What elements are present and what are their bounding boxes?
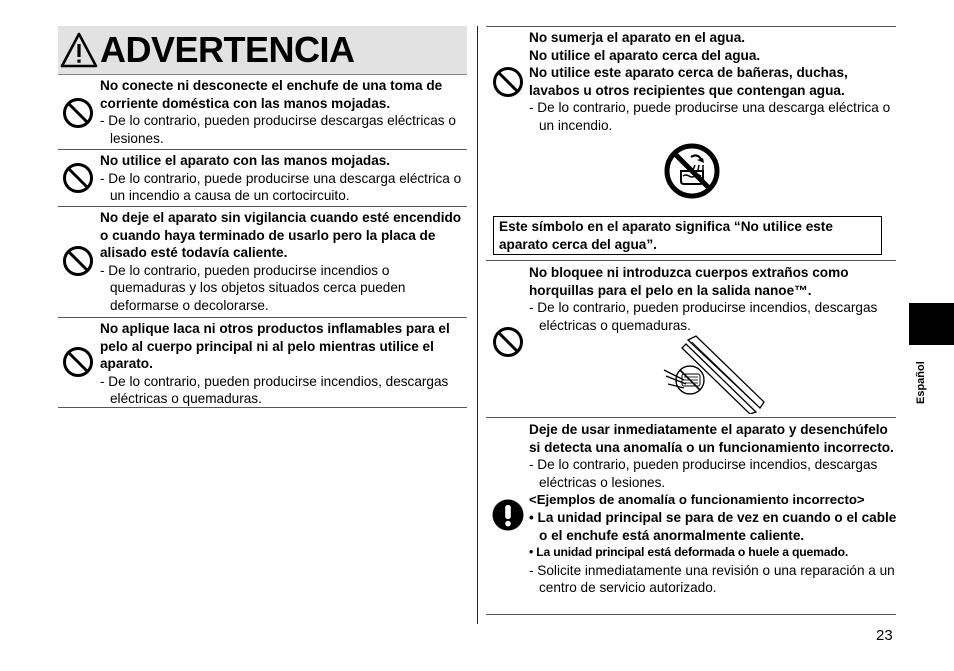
warning-consequence: - De lo contrario, pueden producirse incendios, descargas eléctricas o lesiones. (529, 457, 878, 490)
warning-item-anomaly (529, 421, 899, 597)
warning-heading: No sumerja el aparato en el agua. No utilice el aparato cerca del agua. No utilice este aparato cerca de bañeras, duchas, lavabos u otros recipientes que contengan agua. (529, 30, 848, 98)
prohibited-icon (62, 162, 94, 194)
divider (486, 614, 896, 615)
divider (58, 206, 467, 207)
page-number: 23 (876, 627, 893, 644)
language-label-text: Español (915, 361, 927, 404)
prohibited-icon (62, 346, 94, 378)
warning-item-2 (100, 152, 468, 205)
page-title: ADVERTENCIA (100, 29, 355, 70)
divider (58, 407, 467, 408)
warning-item-4 (100, 320, 468, 408)
prohibited-icon (492, 66, 524, 98)
warning-heading: No conecte ni desconecte el enchufe de una toma de corriente doméstica con las manos mojadas. (100, 78, 443, 111)
warning-heading: No aplique laca ni otros productos inflamables para el pelo al cuerpo principal ni al pelo mientras utilice el aparato. (100, 321, 450, 372)
column-divider (477, 26, 478, 624)
example-item: • La unidad principal está deformada o huele a quemado. (529, 545, 849, 560)
symbol-note-text: Este símbolo en el aparato significa “No utilice este aparato cerca del agua”. (499, 219, 833, 252)
divider (486, 26, 896, 27)
warning-item-1 (100, 77, 468, 147)
prohibited-icon (62, 97, 94, 129)
no-water-bath-icon (664, 143, 720, 199)
prohibited-icon (62, 245, 94, 277)
warning-consequence: - De lo contrario, puede producirse una descarga eléctrica o un incendio a causa de un cortocircuito. (100, 170, 462, 204)
warning-item-water (529, 29, 897, 135)
language-label (906, 348, 927, 404)
warning-consequence: - De lo contrario, pueden producirse descargas eléctricas o lesiones. (100, 113, 456, 146)
warning-consequence: - De lo contrario, puede producirse una descarga eléctrica o un incendio. (529, 100, 891, 133)
divider (58, 149, 467, 150)
warning-item-3 (100, 209, 468, 315)
warning-heading: No deje el aparato sin vigilancia cuando esté encendido o cuando haya terminado de usarlo pero la placa de alisado esté todavía caliente. (100, 210, 462, 261)
example-item: • La unidad principal se para de vez en cuando o el cable o el enchufe está anormalmente caliente. (529, 509, 897, 543)
divider (58, 74, 467, 75)
divider (58, 317, 467, 318)
warning-item-foreign-objects (529, 264, 897, 334)
warning-triangle-icon (60, 32, 98, 68)
warning-consequence: - De lo contrario, pueden producirse incendios o quemaduras y los objetos situados cerca pueden deformarse o decolorarse. (100, 262, 406, 313)
hair-straightener-illustration (660, 334, 772, 414)
warning-consequence: - De lo contrario, pueden producirse incendios, descargas eléctricas o quemaduras. (529, 300, 878, 333)
exclamation-mandatory-icon (492, 499, 524, 531)
warning-consequence: - Solicite inmediatamente una revisión o una reparación a un centro de servicio autorizado. (529, 562, 895, 596)
divider (486, 417, 896, 418)
warning-heading: No utilice el aparato con las manos mojadas. (100, 153, 391, 168)
examples-heading: <Ejemplos de anomalía o funcionamiento incorrecto> (529, 492, 865, 508)
warning-heading: Deje de usar inmediatamente el aparato y desenchúfelo si detecta una anomalía o un funcionamiento incorrecto. (529, 422, 894, 455)
symbol-note-box (493, 216, 882, 255)
language-side-tab (909, 303, 954, 345)
warning-heading: No bloquee ni introduzca cuerpos extraños como horquillas para el pelo en la salida nanoe™. (529, 265, 849, 298)
title-bar (58, 26, 467, 74)
prohibited-icon (492, 326, 524, 358)
divider (486, 260, 896, 261)
warning-consequence: - De lo contrario, pueden producirse incendios, descargas eléctricas o quemaduras. (100, 373, 449, 407)
